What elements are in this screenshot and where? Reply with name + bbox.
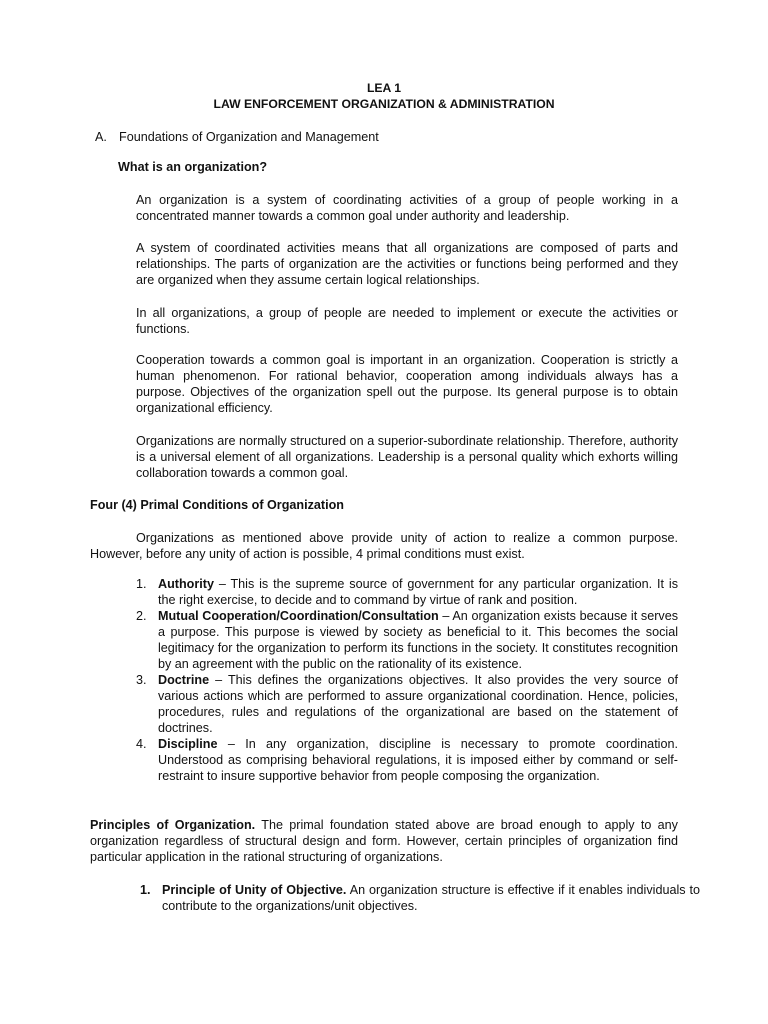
list-item [136, 736, 678, 784]
item-term: Principle of Unity of Objective. [162, 883, 347, 897]
item-number: 1. [136, 577, 147, 591]
primal-intro-text: Organizations as mentioned above provide unity of action to realize a common purpose. However, before any unity of action is possible, 4 primal conditions must exist. [90, 531, 678, 561]
principles-paragraph [90, 817, 678, 865]
list-item [136, 576, 678, 608]
principles-term: Principles of Organization. [90, 818, 256, 832]
question-heading: What is an organization? [118, 160, 268, 174]
paragraph-2: A system of coordinated activities means that all organizations are composed of parts and relationships. The parts of organization are the activities or functions being performed and they are organized when they assume certain logical relationships. [136, 241, 678, 287]
principles-text: The primal foundation stated above are broad enough to apply to any organization regardless of structural design and form. However, certain principles of organization find particular application in the rational structuring of organizations. [90, 818, 678, 864]
paragraph-3: In all organizations, a group of people are needed to implement or execute the activities or functions. [136, 306, 678, 336]
item-text: – An organization exists because it serves a purpose. This purpose is viewed by society as beneficial to it. This becomes the social legitimacy for the organization to perform its functions in the society. It constitutes recognition by an agreement with the public on the rationality of its existence. [158, 609, 679, 671]
section-a-heading [95, 129, 695, 145]
primal-conditions-heading: Four (4) Primal Conditions of Organization [90, 498, 344, 512]
item-text: – This is the supreme source of government for any particular organization. It is the right exercise, to decide and to command by virtue of rank and position. [158, 577, 678, 607]
principle-item-1 [140, 882, 700, 914]
item-text: An organization structure is effective if it enables individuals to contribute to the organizations/unit objectives. [162, 883, 701, 913]
item-number: 3. [136, 673, 147, 687]
paragraph-1: An organization is a system of coordinating activities of a group of people working in a concentrated manner towards a common goal under authority and leadership. [136, 193, 678, 223]
item-text: – This defines the organizations objectives. It also provides the very source of various actions which are performed to assure organizational coordination. Hence, policies, procedures, rules and regulations of the organizational are based on the statement of doctrines. [158, 673, 678, 735]
list-item [136, 672, 678, 736]
section-letter: A. [95, 130, 107, 144]
section-title: Foundations of Organization and Management [119, 130, 379, 144]
primal-conditions-intro [90, 530, 678, 562]
paragraph-5: Organizations are normally structured on a superior-subordinate relationship. Therefore, authority is a universal element of all organizations. Leadership is a personal quality which exhorts willing collaboration towards a common goal. [136, 434, 678, 480]
item-number: 2. [136, 609, 147, 623]
primal-conditions-list [136, 576, 678, 784]
item-term: Mutual Cooperation/Coordination/Consultation [158, 609, 439, 623]
item-term: Discipline [158, 737, 218, 751]
item-term: Authority [158, 577, 214, 591]
item-term: Doctrine [158, 673, 210, 687]
list-item [136, 608, 678, 672]
item-number: 1. [140, 883, 151, 897]
item-number: 4. [136, 737, 147, 751]
course-code: LEA 1 [366, 81, 402, 95]
document-title: LAW ENFORCEMENT ORGANIZATION & ADMINISTRATION [213, 97, 555, 111]
paragraph-4: Cooperation towards a common goal is important in an organization. Cooperation is strictly a human phenomenon. For rational behavior, cooperation among individuals always has a purpose. Objectives of the organization spell out the purpose. Its general purpose is to obtain organizational efficiency. [136, 353, 678, 415]
item-text: – In any organization, discipline is necessary to promote coordination. Understood as comprising behavioral regulations, it is imposed either by command or self-restraint to insure supportive behavior from people composing the organization. [158, 737, 678, 783]
